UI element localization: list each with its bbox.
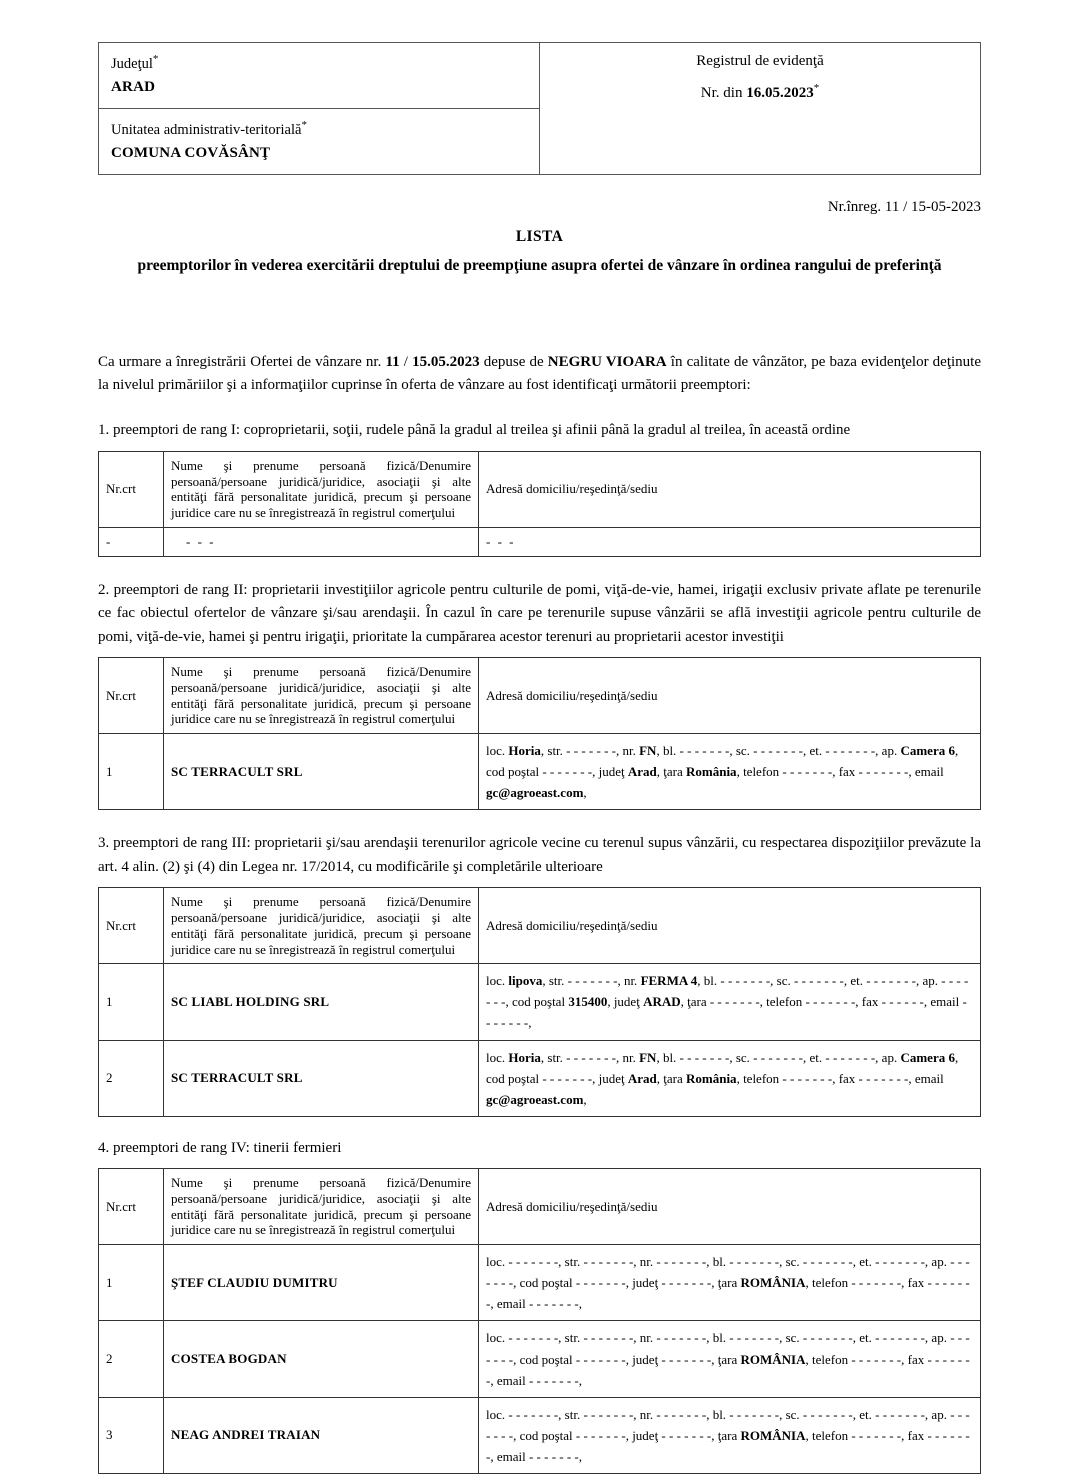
cell-address: loc. lipova, str. - - - - - - -, nr. FERMA 4, bl. - - - - - - -, sc. - - - - - - -, et. - - - - - - -, ap. - - - - - - -, cod poştal 315400, judeţ ARAD, ţara - - - - - - -, telefon - - - - - - -, fax - - - - - -, email - - - - - - -, <box>479 964 981 1040</box>
registru-title: Registrul de evidenţă <box>696 53 824 69</box>
registru-asterisk: * <box>813 82 820 94</box>
page-subtitle: preemptorilor în vederea exercitării dreptului de preempţiune asupra ofertei de vânzare în ordinea rangului de preferinţă <box>137 256 942 274</box>
judet-value: ARAD <box>111 78 156 95</box>
cell-address: loc. Horia, str. - - - - - - -, nr. FN, bl. - - - - - - -, sc. - - - - - - -, et. - - - - - - -, ap. Camera 6, cod poştal - - - - - - -, judeţ Arad, ţara România, telefon - - - - - - -, fax - - - - - - -, email gc@agroeast.com, <box>479 1040 981 1116</box>
document-page <box>0 42 1079 1474</box>
col-header-adresa: Adresă domiciliu/reşedinţă/sediu <box>479 451 981 527</box>
judet-label-text: Judeţul <box>111 55 153 72</box>
cell-nr: - <box>99 528 164 557</box>
col-header-adresa: Adresă domiciliu/reşedinţă/sediu <box>479 1168 981 1244</box>
registru-date-line <box>552 82 968 102</box>
intro-part4: în calitate de vânzător, pe baza evidenţelor deţinute la nivelul primăriilor şi a informaţiilor cuprinse în oferta de vânzare au fost identificaţi următorii preemptori: <box>98 353 982 394</box>
uat-asterisk: * <box>301 118 307 131</box>
cell-nr: 3 <box>99 1397 164 1473</box>
table-row <box>99 1397 981 1473</box>
intro-part3: depuse de <box>479 353 548 370</box>
offer-number: 11 <box>385 353 400 370</box>
cell-address: loc. - - - - - - -, str. - - - - - - -, nr. - - - - - - -, bl. - - - - - - -, sc. - - - - - - -, et. - - - - - - -, ap. - - - - - - -, cod poştal - - - - - - -, judeţ - - - - - - -, ţara ROMÂNIA, telefon - - - - - - -, fax - - - - - - -, email - - - - - - -, <box>479 1321 981 1397</box>
col-header-nr: Nr.crt <box>99 887 164 963</box>
judet-label <box>111 53 527 73</box>
cell-address: loc. - - - - - - -, str. - - - - - - -, nr. - - - - - - -, bl. - - - - - - -, sc. - - - - - - -, et. - - - - - - -, ap. - - - - - - -, cod poştal - - - - - - -, judeţ - - - - - - -, ţara ROMÂNIA, telefon - - - - - - -, fax - - - - - - -, email - - - - - - -, <box>479 1397 981 1473</box>
judet-asterisk: * <box>152 53 159 65</box>
page-title: LISTA <box>515 227 564 245</box>
cell-name: ŞTEF CLAUDIU DUMITRU <box>164 1245 479 1321</box>
rank-3-heading: 3. preemptori de rang III: proprietarii şi/sau arendaşii terenurilor agricole vecine cu terenul supus vânzării, cu respectarea dispoziţiilor prevăzute la art. 4 alin. (2) şi (4) din Legea nr. 17/2014, cu modificările şi completările ulterioare <box>98 835 981 875</box>
uat-label-text: Unitatea administrativ-teritorială <box>111 121 302 138</box>
table-header-row <box>99 887 981 963</box>
cell-name: NEAG ANDREI TRAIAN <box>164 1397 479 1473</box>
table-row <box>99 1321 981 1397</box>
judet-cell <box>99 43 540 109</box>
col-header-nume: Nume şi prenume persoană fizică/Denumire persoană/persoane juridică/juridice, asociaţii şi alte entităţi fără personalitate juridică, precum şi persoane juridice care nu se înregistrează în registrul comerţului <box>164 887 479 963</box>
cell-address: loc. - - - - - - -, str. - - - - - - -, nr. - - - - - - -, bl. - - - - - - -, sc. - - - - - - -, et. - - - - - - -, ap. - - - - - - -, cod poştal - - - - - - -, judeţ - - - - - - -, ţara ROMÂNIA, telefon - - - - - - -, fax - - - - - - -, email - - - - - - -, <box>479 1245 981 1321</box>
uat-value: COMUNA COVĂSÂNŢ <box>111 144 271 161</box>
cell-name: COSTEA BOGDAN <box>164 1321 479 1397</box>
cell-nr: 1 <box>99 734 164 810</box>
rank-2-heading: 2. preemptori de rang II: proprietarii investiţiilor agricole pentru culturile de pomi, viţă-de-vie, hamei, irigaţii exclusiv private aflate pe terenurile ce fac obiectul ofertelor de vânzare şi/sau arendaşii. În cazul în care pe terenurile supuse vânzării se află investiţii agricole pentru culturile de pomi, viţă-de-vie, hamei şi pentru irigaţii, prioritate la cumpărarea acestor terenuri au proprietarii acestor investiţii <box>98 582 981 645</box>
cell-name: SC LIABL HOLDING SRL <box>164 964 479 1040</box>
table-row <box>99 1245 981 1321</box>
table-row <box>99 1040 981 1116</box>
table-row <box>99 734 981 810</box>
cell-name: SC TERRACULT SRL <box>164 1040 479 1116</box>
intro-part1: Ca urmare a înregistrării Ofertei de vânzare nr. <box>98 353 386 370</box>
registru-date: 16.05.2023 <box>746 85 814 101</box>
col-header-nr: Nr.crt <box>99 657 164 733</box>
header-info-table <box>98 42 981 175</box>
offer-date: 15.05.2023 <box>412 353 480 370</box>
intro-part2: / <box>399 353 413 370</box>
cell-nr: 1 <box>99 964 164 1040</box>
table-row <box>99 964 981 1040</box>
rank-1-table <box>98 451 981 557</box>
cell-nr: 2 <box>99 1040 164 1116</box>
col-header-nume: Nume şi prenume persoană fizică/Denumire persoană/persoane juridică/juridice, asociaţii şi alte entităţi fără personalitate juridică, precum şi persoane juridice care nu se înregistrează în registrul comerţului <box>164 657 479 733</box>
cell-name: - - - <box>164 528 479 557</box>
seller-name: NEGRU VIOARA <box>547 353 667 370</box>
rank-2-table <box>98 657 981 811</box>
intro-paragraph <box>98 351 981 398</box>
rank-1-heading: 1. preemptori de rang I: coproprietarii, soţii, rudele până la gradul al treilea şi afinii până la gradul al treilea, în această ordine <box>98 422 851 439</box>
rank-4-heading: 4. preemptori de rang IV: tinerii fermieri <box>98 1139 342 1156</box>
table-header-row <box>99 1168 981 1244</box>
uat-label <box>111 119 527 139</box>
registru-nr-prefix: Nr. din <box>700 85 747 101</box>
col-header-nume: Nume şi prenume persoană fizică/Denumire persoană/persoane juridică/juridice, asociaţii şi alte entităţi fără personalitate juridică, precum şi persoane juridice care nu se înregistrează în registrul comerţului <box>164 451 479 527</box>
nr-inreg: Nr.înreg. 11 / 15-05-2023 <box>827 198 981 215</box>
cell-address: loc. Horia, str. - - - - - - -, nr. FN, bl. - - - - - - -, sc. - - - - - - -, et. - - - - - - -, ap. Camera 6, cod poştal - - - - - - -, judeţ Arad, ţara România, telefon - - - - - - -, fax - - - - - - -, email gc@agroeast.com, <box>479 734 981 810</box>
col-header-adresa: Adresă domiciliu/reşedinţă/sediu <box>479 887 981 963</box>
table-row <box>99 528 981 557</box>
cell-nr: 2 <box>99 1321 164 1397</box>
cell-name: SC TERRACULT SRL <box>164 734 479 810</box>
uat-cell <box>99 108 540 174</box>
col-header-nume: Nume şi prenume persoană fizică/Denumire persoană/persoane juridică/juridice, asociaţii şi alte entităţi fără personalitate juridică, precum şi persoane juridice care nu se înregistrează în registrul comerţului <box>164 1168 479 1244</box>
cell-nr: 1 <box>99 1245 164 1321</box>
col-header-adresa: Adresă domiciliu/reşedinţă/sediu <box>479 657 981 733</box>
table-header-row <box>99 451 981 527</box>
rank-3-table <box>98 887 981 1117</box>
registru-cell <box>540 43 981 175</box>
rank-4-table <box>98 1168 981 1474</box>
document-content <box>98 42 981 1474</box>
col-header-nr: Nr.crt <box>99 451 164 527</box>
cell-address: - - - <box>479 528 981 557</box>
col-header-nr: Nr.crt <box>99 1168 164 1244</box>
table-header-row <box>99 657 981 733</box>
